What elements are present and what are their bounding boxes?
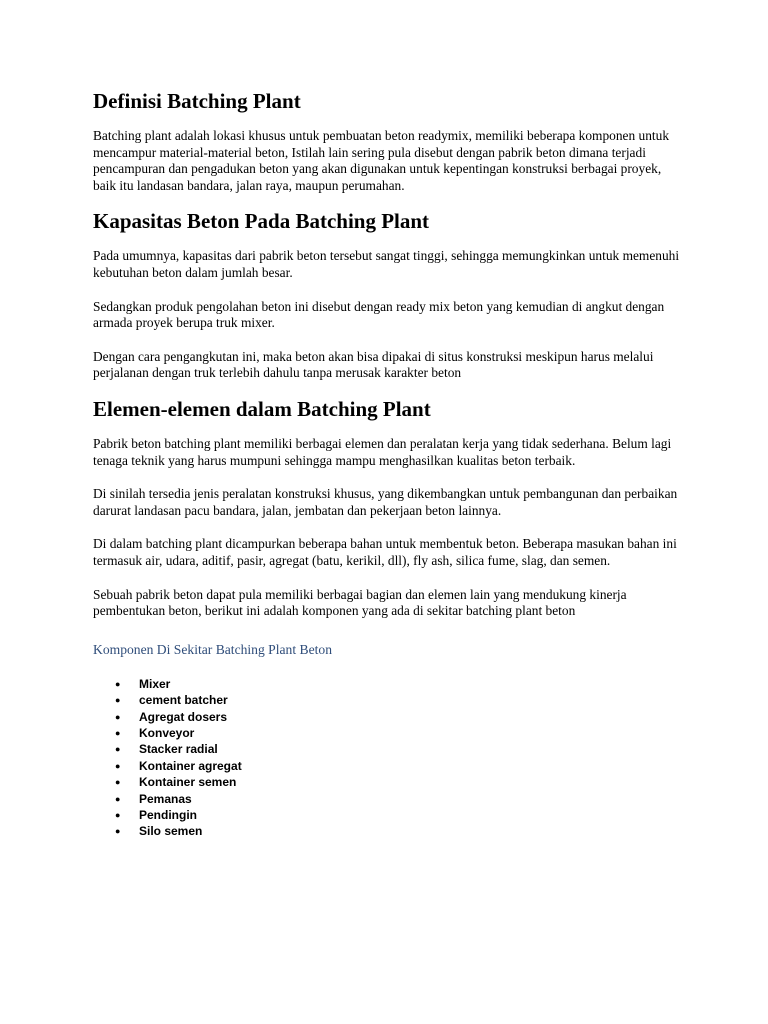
list-item-label: Stacker radial xyxy=(139,742,218,757)
list-item xyxy=(93,692,683,708)
list-item xyxy=(93,791,683,807)
bullet-icon: ● xyxy=(115,727,121,738)
list-item-label: Mixer xyxy=(139,676,171,691)
list-item-label: Konveyor xyxy=(139,725,195,740)
paragraph-definisi: Batching plant adalah lokasi khusus untuk pembuatan beton readymix, memiliki beberapa komponen untuk mencampur material-material beton, Istilah lain sering pula disebut dengan pabrik beton dimana terjadi pencampuran dan pengadukan beton yang akan digunakan untuk kepentingan konstruksi berbagai proyek, baik itu landasan bandara, jalan raya, maupun perumahan. xyxy=(93,128,670,193)
paragraph-elemen-4: Sebuah pabrik beton dapat pula memiliki berbagai bagian dan elemen lain yang mendukung kinerja pembentukan beton, berikut ini adalah komponen yang ada di sekitar batching plant beton xyxy=(93,586,627,619)
document-page xyxy=(93,88,683,840)
list-item xyxy=(93,741,683,757)
list-item xyxy=(93,709,683,725)
paragraph-elemen-1: Pabrik beton batching plant memiliki berbagai elemen dan peralatan kerja yang tidak sederhana. Belum lagi tenaga teknik yang harus mumpuni sehingga mampu menghasilkan kualitas beton terbaik. xyxy=(93,435,672,468)
paragraph-kapasitas-1: Pada umumnya, kapasitas dari pabrik beton tersebut sangat tinggi, sehingga memungkinkan untuk memenuhi kebutuhan beton dalam jumlah besar. xyxy=(93,248,680,280)
list-item xyxy=(93,823,683,839)
bullet-icon: ● xyxy=(115,711,121,722)
heading-kapasitas: Kapasitas Beton Pada Batching Plant xyxy=(93,209,430,234)
paragraph-kapasitas-3: Dengan cara pengangkutan ini, maka beton akan bisa dipakai di situs konstruksi meskipun harus melalui perjalanan dengan truk terlebih dahulu tanpa merusak karakter beton xyxy=(93,348,654,381)
paragraph-elemen-2: Di sinilah tersedia jenis peralatan konstruksi khusus, yang dikembangkan untuk pembangunan dan perbaikan darurat landasan pacu bandara, jalan, jembatan dan pekerjaan beton lainnya. xyxy=(93,486,678,518)
heading-elemen: Elemen-elemen dalam Batching Plant xyxy=(93,396,431,421)
component-list xyxy=(93,676,683,840)
paragraph-kapasitas-2: Sedangkan produk pengolahan beton ini disebut dengan ready mix beton yang kemudian di angkut dengan armada proyek berupa truk mixer. xyxy=(93,298,665,331)
bullet-icon: ● xyxy=(115,695,121,706)
list-item-label: Silo semen xyxy=(139,824,203,839)
list-item-label: Pemanas xyxy=(139,791,192,806)
list-item-label: Kontainer agregat xyxy=(139,758,242,773)
bullet-icon: ● xyxy=(115,809,121,820)
heading-definisi: Definisi Batching Plant xyxy=(93,89,301,113)
bullet-icon: ● xyxy=(115,760,121,771)
list-item xyxy=(93,807,683,823)
subheading-komponen: Komponen Di Sekitar Batching Plant Beton xyxy=(93,641,332,657)
paragraph-elemen-3: Di dalam batching plant dicampurkan beberapa bahan untuk membentuk beton. Beberapa masukan bahan ini termasuk air, udara, aditif, pasir, agregat (batu, kerikil, dll), fly ash, silica fume, slag, dan semen. xyxy=(93,536,677,568)
list-item xyxy=(93,774,683,790)
bullet-icon: ● xyxy=(115,777,121,788)
list-item-label: cement batcher xyxy=(139,693,228,708)
list-item xyxy=(93,725,683,741)
list-item xyxy=(93,758,683,774)
list-item-label: Kontainer semen xyxy=(139,775,237,790)
bullet-icon: ● xyxy=(115,678,121,689)
bullet-icon: ● xyxy=(115,793,121,804)
list-item-label: Pendingin xyxy=(139,807,197,822)
list-item xyxy=(93,676,683,692)
list-item-label: Agregat dosers xyxy=(139,709,228,724)
bullet-icon: ● xyxy=(115,826,121,837)
bullet-icon: ● xyxy=(115,744,121,755)
